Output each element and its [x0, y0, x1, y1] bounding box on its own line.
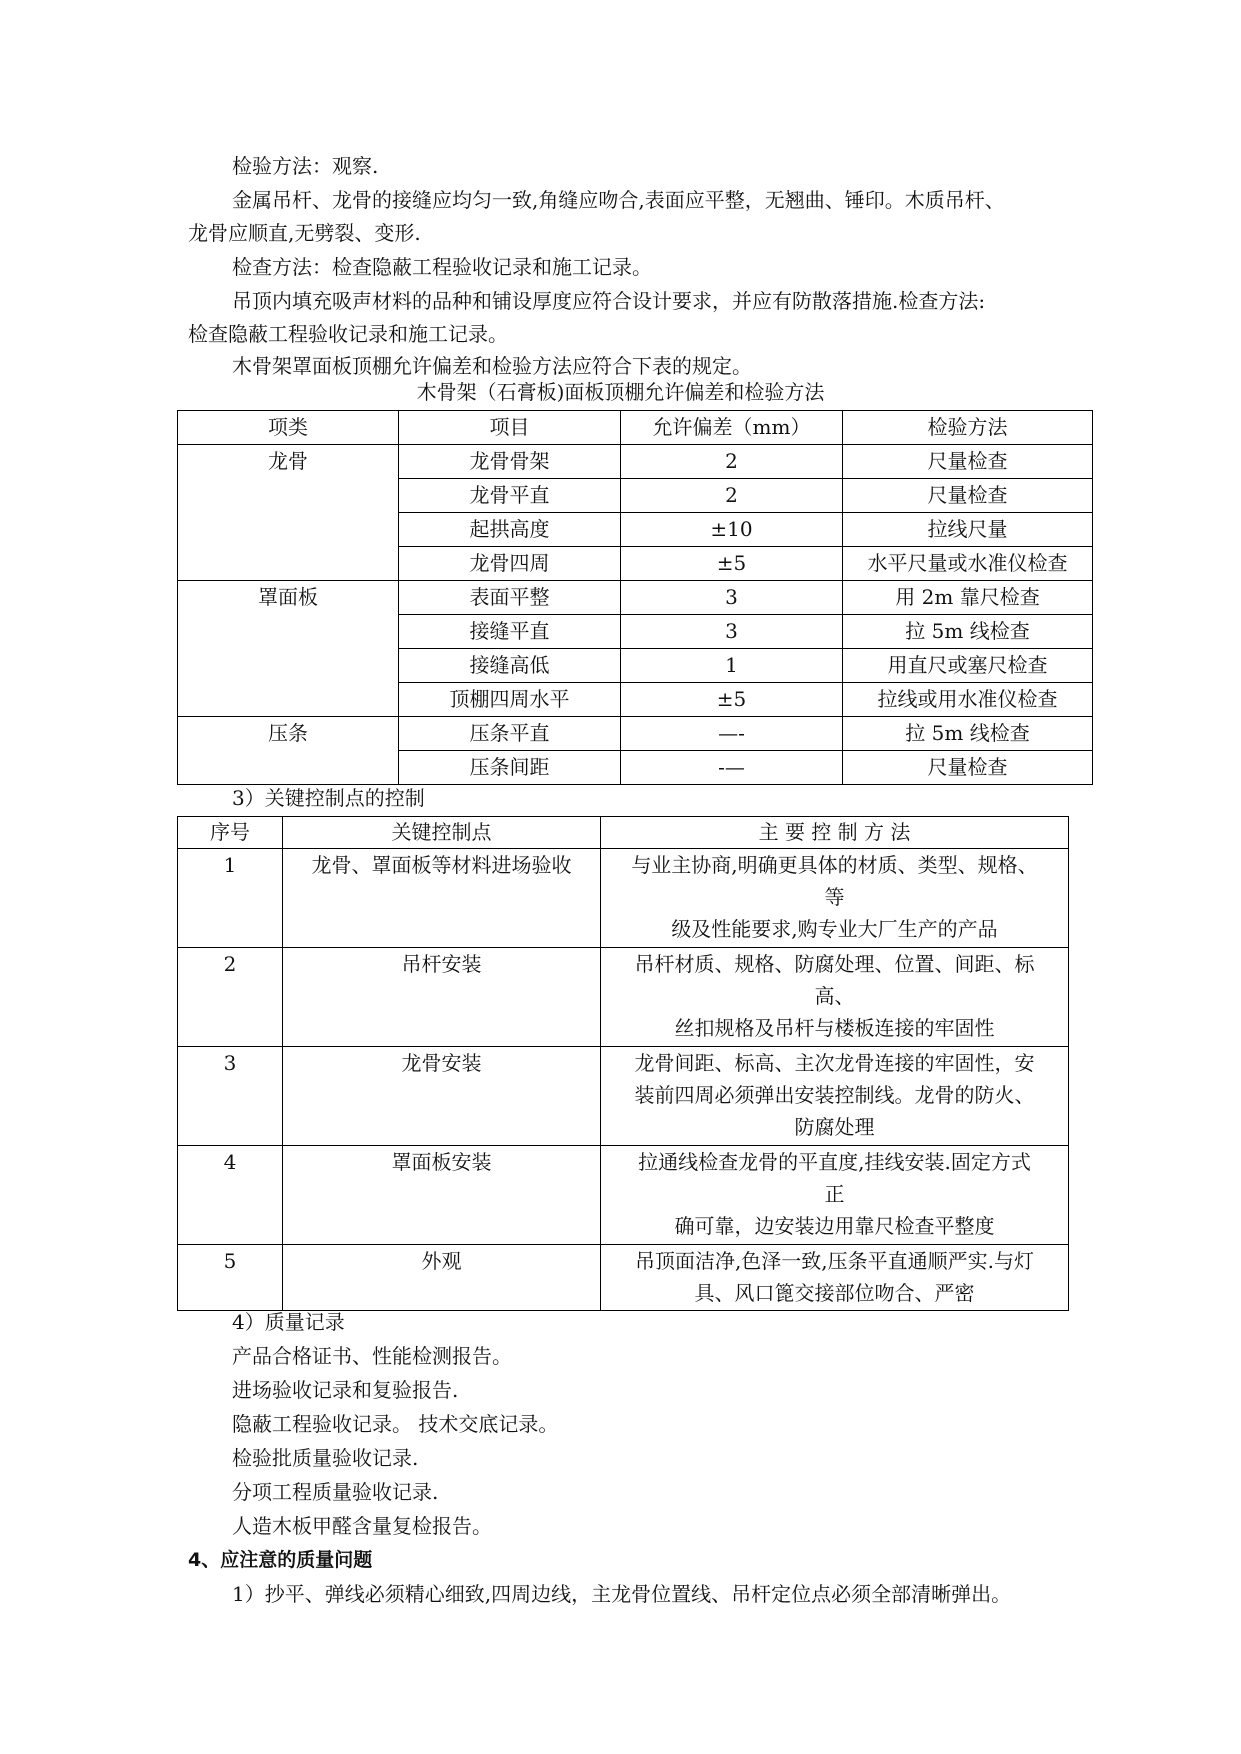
method-cell: 用 2m 靠尺检查 [843, 581, 1093, 615]
section-heading: 4、应注意的质量问题 [188, 1549, 373, 1571]
method-line: 与业主协商,明确更具体的材质、类型、规格、 [631, 853, 1038, 877]
item-cell: 表面平整 [399, 581, 621, 615]
tolerance-cell: ±10 [621, 513, 843, 547]
control-method-cell [601, 1047, 1069, 1146]
method-cell: 拉线或用水准仪检查 [843, 683, 1093, 717]
item-cell: 起拱高度 [399, 513, 621, 547]
group-cell: 龙骨 [178, 445, 399, 581]
item-cell: 顶棚四周水平 [399, 683, 621, 717]
method-line: 等 [824, 885, 845, 909]
table-row [178, 717, 1093, 751]
table-row [178, 1146, 1069, 1245]
tolerance-cell: 1 [621, 649, 843, 683]
table-row [178, 445, 1093, 479]
deviation-table [177, 410, 1093, 785]
section3-title: 3）关键控制点的控制 [232, 786, 425, 810]
method-line: 吊顶面洁净,色泽一致,压条平直通顺严实.与灯 [634, 1249, 1035, 1273]
header-cell: 项类 [178, 411, 399, 445]
number-cell: 1 [178, 849, 283, 948]
method-cell: 水平尺量或水准仪检查 [843, 547, 1093, 581]
table-row [178, 948, 1069, 1047]
intro-line-3: 龙骨应顺直,无劈裂、变形. [188, 221, 421, 245]
method-cell: 用直尺或塞尺检查 [843, 649, 1093, 683]
tolerance-cell: 2 [621, 445, 843, 479]
intro-line-2: 金属吊杆、龙骨的接缝应均匀一致,角缝应吻合,表面应平整，无翘曲、锤印。木质吊杆、 [232, 188, 1005, 212]
group-cell: 压条 [178, 717, 399, 785]
control-method-cell [601, 948, 1069, 1047]
control-method-cell [601, 1245, 1069, 1311]
control-point-cell: 外观 [283, 1245, 601, 1311]
item-cell: 压条间距 [399, 751, 621, 785]
number-cell: 2 [178, 948, 283, 1047]
method-line: 高、 [814, 984, 855, 1008]
control-method-cell [601, 849, 1069, 948]
method-line: 拉通线检查龙骨的平直度,挂线安装.固定方式 [638, 1150, 1031, 1174]
number-cell: 3 [178, 1047, 283, 1146]
header-cell: 序号 [178, 817, 283, 849]
method-line: 防腐处理 [794, 1115, 875, 1139]
method-line: 龙骨间距、标高、主次龙骨连接的牢固性，安 [634, 1051, 1035, 1075]
record-item: 进场验收记录和复验报告. [232, 1378, 459, 1402]
method-line: 级及性能要求,购专业大厂生产的产品 [671, 917, 998, 941]
method-line: 装前四周必须弹出安装控制线。龙骨的防火、 [634, 1083, 1035, 1107]
header-cell: 关键控制点 [283, 817, 601, 849]
method-cell: 拉线尺量 [843, 513, 1093, 547]
table-row [178, 581, 1093, 615]
header-cell: 项目 [399, 411, 621, 445]
method-cell: 尺量检查 [843, 479, 1093, 513]
control-point-cell: 龙骨安装 [283, 1047, 601, 1146]
table-row [178, 1047, 1069, 1146]
item-cell: 接缝高低 [399, 649, 621, 683]
tolerance-cell: 2 [621, 479, 843, 513]
table-header-row [178, 817, 1069, 849]
paragraph: 1）抄平、弹线必须精心细致,四周边线，主龙骨位置线、吊杆定位点必须全部清晰弹出。 [232, 1582, 1012, 1606]
table1-caption: 木骨架（石膏板)面板顶棚允许偏差和检验方法 [416, 380, 825, 404]
control-point-cell: 吊杆安装 [283, 948, 601, 1047]
control-points-table [177, 816, 1069, 1311]
method-line: 具、风口篦交接部位吻合、严密 [694, 1281, 975, 1305]
method-cell: 尺量检查 [843, 751, 1093, 785]
table-row [178, 1245, 1069, 1311]
method-line: 丝扣规格及吊杆与楼板连接的牢固性 [674, 1016, 995, 1040]
method-line: 确可靠，边安装边用靠尺检查平整度 [674, 1214, 995, 1238]
section4-title: 4）质量记录 [232, 1310, 345, 1334]
method-cell: 拉 5m 线检查 [843, 717, 1093, 751]
method-cell: 拉 5m 线检查 [843, 615, 1093, 649]
control-point-cell: 龙骨、罩面板等材料进场验收 [283, 849, 601, 948]
intro-line-6: 检查隐蔽工程验收记录和施工记录。 [188, 322, 508, 346]
method-line: 吊杆材质、规格、防腐处理、位置、间距、标 [634, 952, 1035, 976]
table-row [178, 849, 1069, 948]
record-item: 人造木板甲醛含量复检报告。 [232, 1514, 492, 1538]
number-cell: 5 [178, 1245, 283, 1311]
item-cell: 压条平直 [399, 717, 621, 751]
control-point-cell: 罩面板安装 [283, 1146, 601, 1245]
tolerance-cell: 3 [621, 581, 843, 615]
tolerance-cell: ±5 [621, 683, 843, 717]
tolerance-cell: 3 [621, 615, 843, 649]
header-cell: 检验方法 [843, 411, 1093, 445]
tolerance-cell: -— [621, 751, 843, 785]
method-line: 正 [824, 1182, 845, 1206]
record-item: 检验批质量验收记录. [232, 1446, 419, 1470]
header-cell: 允许偏差（mm） [621, 411, 843, 445]
item-cell: 龙骨平直 [399, 479, 621, 513]
group-cell: 罩面板 [178, 581, 399, 717]
item-cell: 龙骨骨架 [399, 445, 621, 479]
method-cell: 尺量检查 [843, 445, 1093, 479]
control-method-cell [601, 1146, 1069, 1245]
header-cell: 主 要 控 制 方 法 [601, 817, 1069, 849]
intro-line-5: 吊顶内填充吸声材料的品种和铺设厚度应符合设计要求，并应有防散落措施.检查方法: [232, 289, 986, 313]
table-header-row [178, 411, 1093, 445]
record-item: 分项工程质量验收记录. [232, 1480, 439, 1504]
intro-line-1: 检验方法：观察. [232, 154, 379, 178]
tolerance-cell: ±5 [621, 547, 843, 581]
item-cell: 接缝平直 [399, 615, 621, 649]
intro-line-4: 检查方法：检查隐蔽工程验收记录和施工记录。 [232, 255, 652, 279]
record-item: 产品合格证书、性能检测报告。 [232, 1344, 512, 1368]
record-item: 隐蔽工程验收记录。 技术交底记录。 [232, 1412, 559, 1436]
intro-line-7: 木骨架罩面板顶棚允许偏差和检验方法应符合下表的规定。 [232, 354, 752, 378]
item-cell: 龙骨四周 [399, 547, 621, 581]
tolerance-cell: —- [621, 717, 843, 751]
number-cell: 4 [178, 1146, 283, 1245]
